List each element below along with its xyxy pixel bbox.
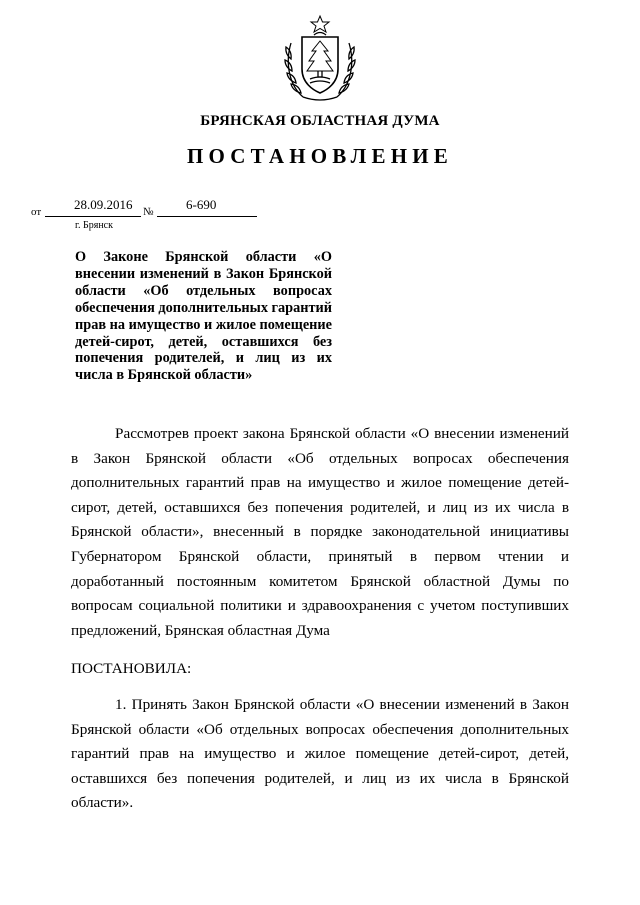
bryansk-coat-of-arms-icon	[281, 13, 359, 103]
document-number: 6-690	[186, 197, 217, 212]
document-type-heading: ПОСТАНОВЛЕНИЕ	[186, 144, 454, 168]
date-underline	[45, 216, 141, 217]
city-label: г. Брянск	[75, 220, 113, 231]
number-underline	[157, 216, 257, 217]
preamble-paragraph: Рассмотрев проект закона Брянской области «О внесении изменений в Закон Брянской области «Об отдельных вопросах обеспечения дополнительных гарантий прав на имущество и жилое помещение детей-сирот, детей, оставшихся без попечения родителей, и лиц из их числа в Брянской области», внесенный в порядке законодательной инициативы Губернатором Брянской области, принятый в первом чтении и доработанный постоянным комитетом Брянской областной Думы по вопросам социальной политики и здравоохранения с учетом поступивших предложений, Брянская областная Дума	[71, 425, 569, 639]
organization-name: БРЯНСКАЯ ОБЛАСТНАЯ ДУМА	[200, 113, 440, 129]
number-prefix: №	[143, 206, 154, 218]
document-date: 28.09.2016	[74, 197, 133, 212]
date-prefix: от	[31, 206, 42, 218]
resolved-label: ПОСТАНОВИЛА:	[71, 660, 192, 677]
document-title: О Законе Брянской области «О внесении изменений в Закон Брянской области «Об отдельных вопросах обеспечения дополнительных гарантий прав на имущество и жилое помещение детей-сирот, детей, оставшихся без попечения родителей, и лиц из их числа в Брянской области»	[75, 249, 333, 384]
resolution-item-1: 1. Принять Закон Брянской области «О внесении изменений в Закон Брянской области «Об отдельных вопросах обеспечения дополнительных гарантий прав на имущество и жилое помещение детей-сирот, детей, оставшихся без попечения родителей, и лиц из их числа в Брянской области».	[71, 696, 569, 812]
